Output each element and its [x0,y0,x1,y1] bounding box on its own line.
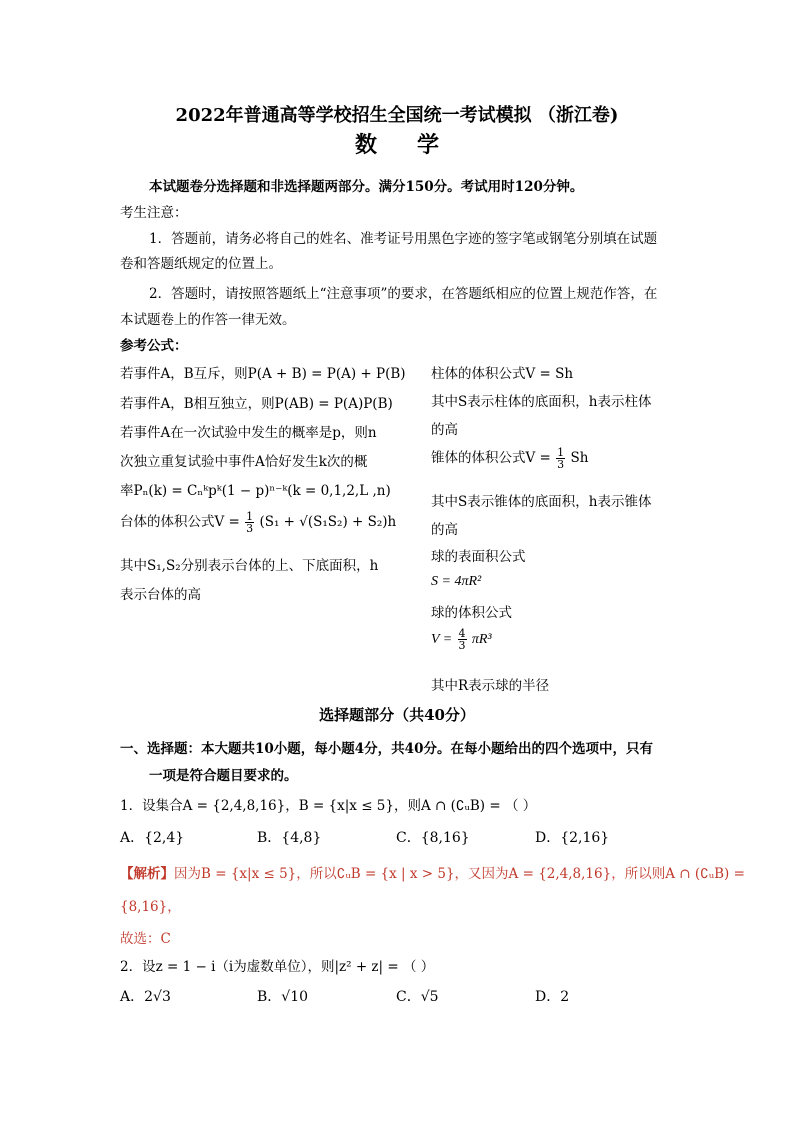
formula-independent: 若事件A，B相互独立，则P(AB) = P(A)P(B) [120,396,393,412]
fraction-one-third: $\frac{1}{3}$ [246,510,254,535]
sphere-volume-suffix: πR³ [471,632,492,647]
q1-answer: 故选：C [120,931,171,947]
sphere-surface-label: 球的表面积公式 [431,549,526,565]
sphere-volume-label: 球的体积公式 [431,605,512,621]
formula-frustum-note-line2: 表示台体的高 [120,587,201,603]
notice-label: 考生注意： [120,205,188,221]
q2-stem: 2．设z = 1 − i（i为虚数单位），则|z² + z| = （ ） [120,959,435,975]
formula-prism-volume: 柱体的体积公式V = Sh [431,366,574,382]
q1-analysis-line1 [120,862,745,882]
frustum-volume-suffix: (S₁ + √(S₁S₂) + S₂)h [259,514,397,530]
exam-summary: 本试题卷分选择题和非选择题两部分。满分150分。考试用时120分钟。 [149,179,584,195]
q1-analysis-line2: {8,16}， [120,899,181,915]
section-title: 选择题部分（共40分） [319,706,475,724]
formula-pyramid-note-line2: 的高 [431,522,458,538]
sphere-radius-note: 其中R表示球的半径 [431,678,550,694]
q2-option-b: B．√10 [257,989,309,1005]
formula-frustum-volume [120,510,396,534]
formula-binomial-line1: 若事件A在一次试验中发生的概率是p，则n [120,425,377,441]
q1-option-c: C．{8,16} [396,830,470,846]
formula-pyramid-volume [431,446,588,470]
note1-line1: 1．答题前，请务必将自己的姓名、准考证号用黑色字迹的签字笔或钢笔分别填在试题 [149,231,658,247]
exam-title: 2022年普通高等学校招生全国统一考试模拟 （浙江卷) [175,105,619,126]
formula-mutually-exclusive: 若事件A，B互斥，则P(A + B) = P(A) + P(B) [120,366,406,382]
q2-option-d: D．2 [535,989,570,1005]
fraction-four-thirds: $\frac{4}{3}$ [458,627,466,652]
exam-subject: 数学 [354,132,479,158]
q1-analysis-text: 因为B = {x|x ≤ 5}，所以∁ᵤB = {x | x > 5}，又因为A = {2,4,8,16}，所以则A ∩ (∁ᵤB) = [174,866,745,882]
formula-pyramid-note-line1: 其中S表示锥体的底面积，h表示锥体 [431,494,652,510]
formula-frustum-note-line1: 其中S₁,S₂分别表示台体的上、下底面积，h [120,558,379,574]
frustum-volume-prefix: 台体的体积公式V = [120,514,240,530]
fraction-one-third: $\frac{1}{3}$ [557,446,565,471]
formula-prism-note-line1: 其中S表示柱体的底面积，h表示柱体 [431,394,652,410]
note2-line1: 2．答题时，请按照答题纸上“注意事项”的要求，在答题纸相应的位置上规范作答，在 [149,286,658,302]
q1-stem: 1．设集合A = {2,4,8,16}，B = {x|x ≤ 5}，则A ∩ (∁ᵤB) = （ ） [120,798,537,814]
note2-line2: 本试题卷上的作答一律无效。 [120,312,296,328]
pyramid-volume-prefix: 锥体的体积公式V = [431,450,551,466]
formula-prism-note-line2: 的高 [431,422,458,438]
note1-line2: 卷和答题纸规定的位置上。 [120,256,282,272]
q1-option-b: B．{4,8} [257,830,322,846]
sphere-surface-formula: S = 4πR² [431,574,482,589]
q2-option-c: C．√5 [396,989,439,1005]
q2-option-a: A．2√3 [120,989,171,1005]
formulas-label: 参考公式： [120,338,188,354]
section-desc-line1: 一、选择题：本大题共10小题，每小题4分，共40分。在每小题给出的四个选项中，只有 [120,741,653,757]
formula-binomial-line2: 次独立重复试验中事件A恰好发生k次的概 [120,454,368,470]
formula-binomial-line3: 率Pₙ(k) = Cₙᵏpᵏ(1 − p)ⁿ⁻ᵏ(k = 0,1,2,L ,n) [120,483,391,499]
q1-option-a: A．{2,4} [120,830,185,846]
analysis-tag: 【解析】 [120,866,174,882]
pyramid-volume-suffix: Sh [570,450,589,466]
sphere-volume-prefix: V = [431,632,453,647]
sphere-volume-formula [431,628,492,651]
section-desc-line2: 一项是符合题目要求的。 [149,768,298,784]
q1-option-d: D．{2,16} [535,830,610,846]
